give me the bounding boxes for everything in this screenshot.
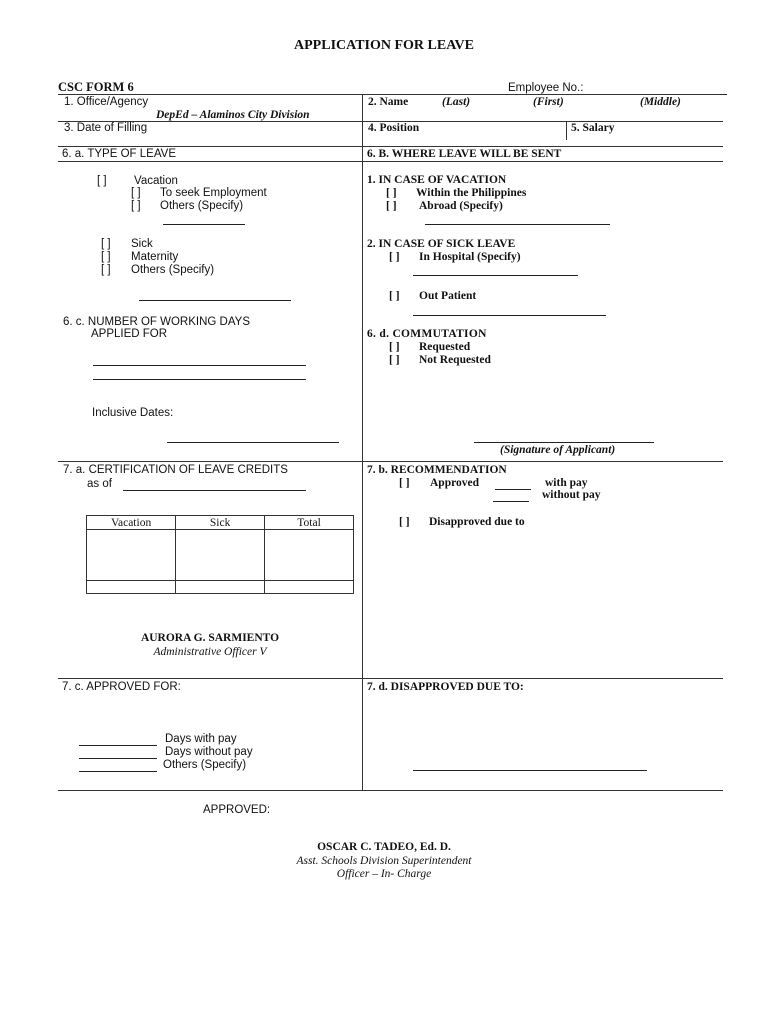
working-days-field-1[interactable] — [93, 365, 306, 366]
vacation-case-heading: 1. IN CASE OF VACATION — [367, 174, 507, 186]
out-patient-field[interactable] — [413, 315, 606, 316]
inclusive-dates-field[interactable] — [167, 442, 339, 443]
name-label: 2. Name — [368, 96, 409, 108]
sick-credit-cell[interactable] — [176, 530, 265, 581]
leave-credits-table — [86, 515, 354, 594]
recommendation-heading: 7. b. RECOMMENDATION — [367, 464, 507, 476]
disapproved-checkbox[interactable]: [ ] — [399, 516, 410, 528]
approved-label-final: APPROVED: — [203, 804, 271, 816]
type-of-leave-heading: 6. a. TYPE OF LEAVE — [62, 148, 176, 160]
with-pay-field[interactable] — [495, 489, 531, 490]
without-pay-label: without pay — [542, 489, 601, 501]
page-title: APPLICATION FOR LEAVE — [294, 38, 474, 53]
not-requested-label: Not Requested — [419, 354, 491, 366]
out-patient-checkbox[interactable]: [ ] — [389, 290, 400, 302]
office-label: 1. Office/Agency — [64, 96, 149, 108]
signature-field[interactable] — [474, 442, 654, 443]
vacation-label: Vacation — [134, 175, 178, 187]
abroad-label: Abroad (Specify) — [419, 200, 503, 212]
others2-specify-field[interactable] — [139, 300, 291, 301]
vacation-checkbox[interactable]: [ ] — [97, 175, 107, 187]
total-credit-cell[interactable] — [265, 530, 354, 581]
others-approved-field[interactable] — [79, 771, 157, 772]
grand-total-cell[interactable] — [265, 581, 354, 594]
where-sent-heading: 6. B. WHERE LEAVE WILL BE SENT — [367, 148, 562, 160]
employee-no-label: Employee No.: — [508, 82, 584, 94]
col-total: Total — [265, 516, 354, 530]
others-checkbox[interactable]: [ ] — [131, 200, 141, 212]
name-first: (First) — [533, 96, 564, 108]
to-seek-label: To seek Employment — [160, 187, 267, 199]
abroad-specify-field[interactable] — [425, 224, 610, 225]
to-seek-checkbox[interactable]: [ ] — [131, 187, 141, 199]
office-value: DepEd – Alaminos City Division — [156, 109, 310, 121]
others-specify-field[interactable] — [163, 224, 245, 225]
disapproved-reason-field[interactable] — [413, 770, 647, 771]
maternity-label: Maternity — [131, 251, 179, 263]
approved-checkbox[interactable]: [ ] — [399, 477, 410, 489]
as-of-label: as of — [87, 478, 112, 490]
with-pay-label: with pay — [545, 477, 588, 489]
approver-name: OSCAR C. TADEO, Ed. D. — [317, 841, 451, 853]
not-requested-checkbox[interactable]: [ ] — [389, 354, 400, 366]
others-label: Others (Specify) — [160, 200, 244, 212]
others-approved-label: Others (Specify) — [163, 759, 247, 771]
sick-total-cell[interactable] — [176, 581, 265, 594]
days-with-pay-label: Days with pay — [165, 733, 237, 745]
working-days-field-2[interactable] — [93, 379, 306, 380]
within-checkbox[interactable]: [ ] — [386, 187, 397, 199]
col-sick: Sick — [176, 516, 265, 530]
requested-label: Requested — [419, 341, 471, 353]
requested-checkbox[interactable]: [ ] — [389, 341, 400, 353]
vacation-credit-cell[interactable] — [87, 530, 176, 581]
working-days-heading-2: APPLIED FOR — [91, 328, 168, 340]
others2-label: Others (Specify) — [131, 264, 215, 276]
position-label: 4. Position — [368, 122, 420, 134]
approved-label: Approved — [430, 477, 479, 489]
hospital-label: In Hospital (Specify) — [419, 251, 521, 263]
signature-label: (Signature of Applicant) — [500, 444, 616, 456]
working-days-heading: 6. c. NUMBER OF WORKING DAYS — [63, 316, 250, 328]
others2-checkbox[interactable]: [ ] — [101, 264, 111, 276]
officer-title: Administrative Officer V — [153, 646, 267, 658]
days-without-pay-label: Days without pay — [165, 746, 253, 758]
date-filling-label: 3. Date of Filling — [64, 122, 148, 134]
abroad-checkbox[interactable]: [ ] — [386, 200, 397, 212]
hospital-specify-field[interactable] — [413, 275, 578, 276]
certification-heading: 7. a. CERTIFICATION OF LEAVE CREDITS — [63, 464, 288, 476]
days-without-pay-field[interactable] — [79, 758, 157, 759]
officer-name: AURORA G. SARMIENTO — [140, 632, 280, 644]
vacation-total-cell[interactable] — [87, 581, 176, 594]
salary-label: 5. Salary — [571, 122, 615, 134]
inclusive-dates-label: Inclusive Dates: — [92, 407, 174, 419]
hospital-checkbox[interactable]: [ ] — [389, 251, 400, 263]
within-label: Within the Philippines — [416, 187, 527, 199]
without-pay-field[interactable] — [493, 501, 529, 502]
out-patient-label: Out Patient — [419, 290, 477, 302]
disapproved-label: Disapproved due to — [429, 516, 525, 528]
name-last: (Last) — [442, 96, 471, 108]
approver-title-2: Officer – In- Charge — [336, 868, 432, 880]
approved-for-heading: 7. c. APPROVED FOR: — [62, 681, 181, 693]
sick-checkbox[interactable]: [ ] — [101, 238, 111, 250]
sick-label: Sick — [131, 238, 153, 250]
col-vacation: Vacation — [87, 516, 176, 530]
as-of-field[interactable] — [123, 490, 306, 491]
disapproved-heading: 7. d. DISAPPROVED DUE TO: — [367, 681, 524, 693]
sick-case-heading: 2. IN CASE OF SICK LEAVE — [367, 238, 516, 250]
form-id: CSC FORM 6 — [58, 80, 134, 94]
maternity-checkbox[interactable]: [ ] — [101, 251, 111, 263]
approver-title-1: Asst. Schools Division Superintendent — [296, 855, 472, 867]
days-with-pay-field[interactable] — [79, 745, 157, 746]
commutation-heading: 6. d. COMMUTATION — [367, 328, 487, 340]
name-middle: (Middle) — [640, 96, 681, 108]
